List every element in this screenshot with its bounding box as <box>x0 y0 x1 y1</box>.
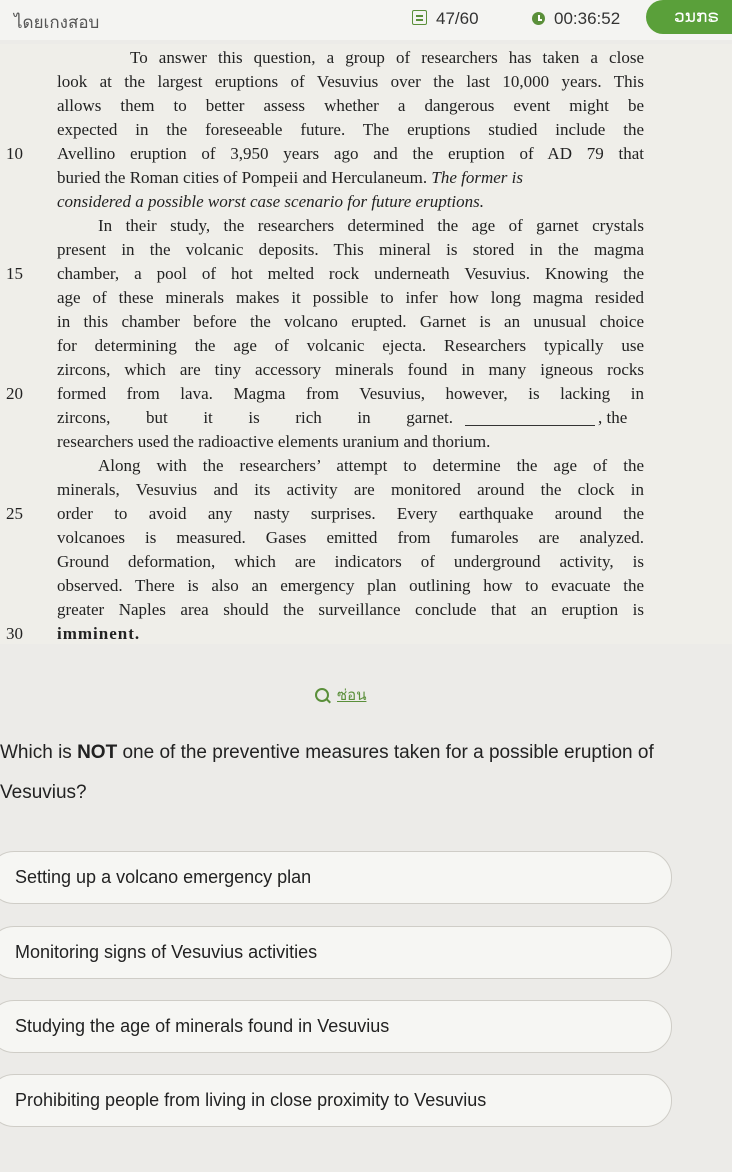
line-number: 15 <box>6 264 23 283</box>
reading-passage <box>0 44 732 644</box>
passage-line: look at the largest eruptions of Vesuvius over the last 10,000 years. This <box>57 72 644 91</box>
passage-line: greater Naples area should the surveillance conclude that an eruption is <box>57 600 644 619</box>
passage-line: considered a possible worst case scenario for future eruptions. <box>57 192 485 211</box>
page-title: ไดยเกงสอบ <box>14 13 100 32</box>
passage-line: zircons, but it is rich in garnet. <box>57 408 453 427</box>
line-number: 25 <box>6 504 23 523</box>
italic-fragment: The former is <box>431 168 523 187</box>
hide-passage-toggle[interactable] <box>315 683 366 707</box>
passage-line: order to avoid any nasty surprises. Every earthquake around the <box>57 504 644 523</box>
search-icon <box>315 688 329 702</box>
line-number: 20 <box>6 384 23 403</box>
passage-line: , the <box>598 408 628 427</box>
countdown-timer <box>532 9 620 29</box>
passage-line: Ground deformation, which are indicators of underground activity, is <box>57 552 644 571</box>
passage-line: for determining the age of volcanic ejecta. Researchers typically use <box>57 336 644 355</box>
clock-icon <box>532 12 545 25</box>
passage-line: allows them to better assess whether a dangerous event might be <box>57 96 644 115</box>
passage-line: buried the Roman cities of Pompeii and Herculaneum. The former is <box>57 168 523 187</box>
passage-line: Avellino eruption of 3,950 years ago and the eruption of AD 79 that <box>57 144 644 163</box>
answer-option[interactable]: Monitoring signs of Vesuvius activities <box>0 926 672 979</box>
answer-option[interactable]: Setting up a volcano emergency plan <box>0 851 672 904</box>
question-counter <box>412 9 479 29</box>
passage-line: minerals, Vesuvius and its activity are monitored around the clock in <box>57 480 644 499</box>
top-bar <box>0 0 732 40</box>
passage-line: In their study, the researchers determined the age of garnet crystals <box>98 216 644 235</box>
passage-line: volcanoes is measured. Gases emitted from fumaroles are analyzed. <box>57 528 644 547</box>
passage-line: chamber, a pool of hot melted rock underneath Vesuvius. Knowing the <box>57 264 644 283</box>
answer-option[interactable]: Studying the age of minerals found in Vesuvius <box>0 1000 672 1053</box>
question-emphasis: NOT <box>77 742 118 763</box>
line-number: 10 <box>6 144 23 163</box>
passage-line: observed. There is also an emergency plan outlining how to evacuate the <box>57 576 644 595</box>
passage-line: in this chamber before the volcano erupted. Garnet is an unusual choice <box>57 312 644 331</box>
answer-blank <box>465 408 595 426</box>
hide-passage-label: ซ่อน <box>337 687 367 704</box>
passage-line: Along with the researchers’ attempt to determine the age of the <box>98 456 644 475</box>
list-icon <box>412 10 427 25</box>
line-number: 30 <box>6 624 23 643</box>
passage-line: To answer this question, a group of researchers has taken a close <box>130 48 644 67</box>
passage-line: researchers used the radioactive elements uranium and thorium. <box>57 432 491 451</box>
passage-line: age of these minerals makes it possible to infer how long magma resided <box>57 288 644 307</box>
submit-button[interactable]: ວນກຣ <box>646 0 732 34</box>
question-counter-text: 47/60 <box>436 9 479 28</box>
passage-line: imminent. <box>57 624 141 643</box>
countdown-timer-text: 00:36:52 <box>554 9 621 28</box>
answer-option[interactable]: Prohibiting people from living in close proximity to Vesuvius <box>0 1074 672 1127</box>
question-text: Which is NOT one of the preventive measures taken for a possible eruption of Vesuvius? <box>0 742 654 803</box>
passage-line: formed from lava. Magma from Vesuvius, however, is lacking in <box>57 384 644 403</box>
passage-line: expected in the foreseeable future. The eruptions studied include the <box>57 120 644 139</box>
passage-line: zircons, which are tiny accessory minerals found in many igneous rocks <box>57 360 644 379</box>
passage-line: present in the volcanic deposits. This mineral is stored in the magma <box>57 240 644 259</box>
